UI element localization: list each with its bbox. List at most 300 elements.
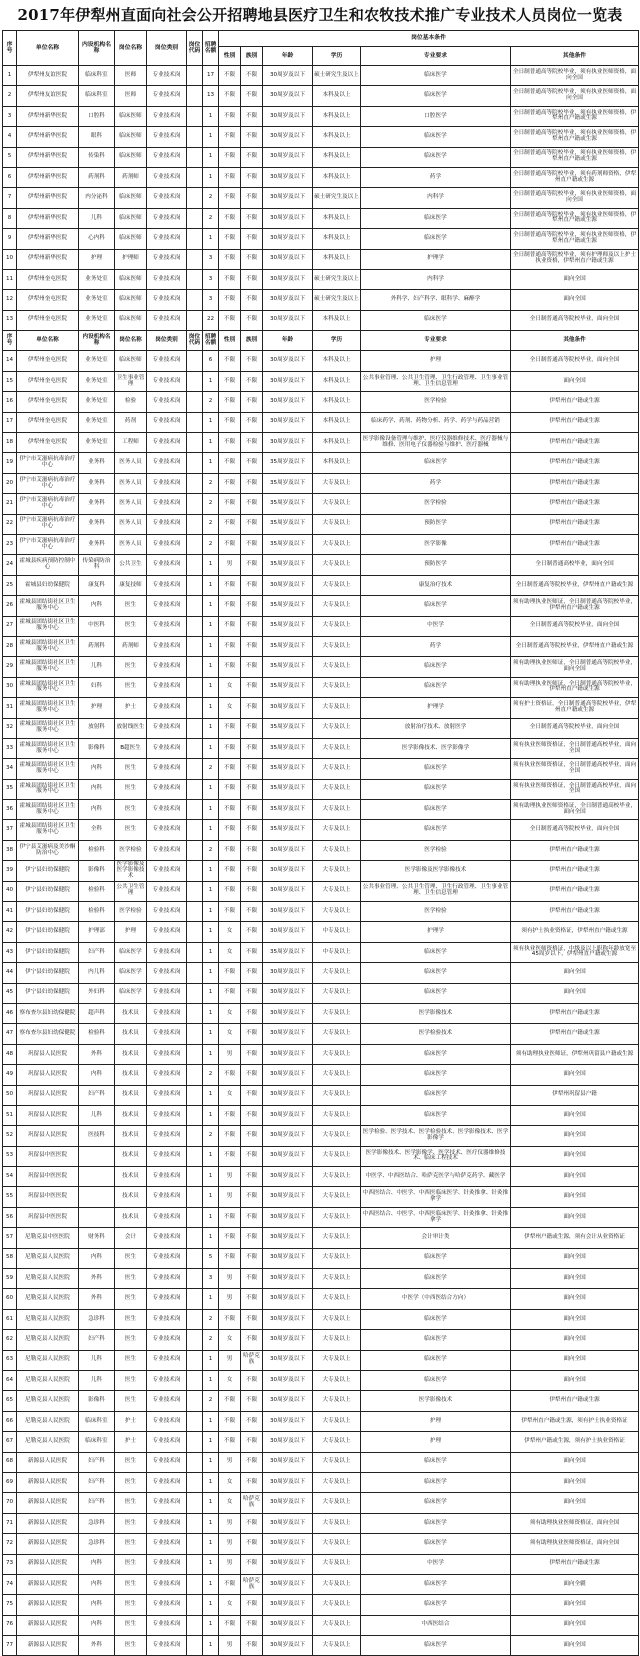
cell-dept: 业务处室 (79, 310, 115, 330)
cell-gender: 男 (219, 1289, 241, 1309)
cell-other: 须有助理执业医师资格证，全日制普通高校毕业，面向全国 (511, 800, 639, 820)
cell-code (187, 208, 203, 228)
cell-seq: 64 (3, 1371, 17, 1391)
cell-unit: 伊犁州奎屯医院 (17, 269, 79, 289)
table-row (3, 412, 639, 432)
cell-type: 专业技术岗 (147, 1126, 187, 1146)
cell-dept: 临床科室 (79, 86, 115, 106)
cell-age: 30周岁及以下 (263, 1309, 313, 1329)
table-row (3, 820, 639, 840)
cell-post: 技术员 (115, 1044, 147, 1064)
table-row (3, 1493, 639, 1513)
cell-unit: 尼勒克县人民医院 (17, 1269, 79, 1289)
cell-code (187, 494, 203, 514)
cell-code (187, 371, 203, 391)
cell-ethnic: 不限 (241, 1452, 263, 1472)
table-row (3, 167, 639, 187)
cell-type: 专业技术岗 (147, 1248, 187, 1268)
cell-major: 临床医学 (361, 453, 511, 473)
cell-type: 专业技术岗 (147, 738, 187, 758)
cell-major: 中医学 (361, 1554, 511, 1574)
cell-dept: 内科 (79, 1065, 115, 1085)
cell-code (187, 1146, 203, 1166)
cell-unit: 伊宁市艾滋病抗毒治疗中心 (17, 494, 79, 514)
cell-type: 专业技术岗 (147, 473, 187, 493)
cell-ethnic: 不限 (241, 1003, 263, 1023)
cell-gender: 女 (219, 1493, 241, 1513)
cell-num: 1 (203, 1513, 219, 1533)
cell-age: 30周岁及以下 (263, 881, 313, 901)
cell-num: 1 (203, 1452, 219, 1472)
cell-num: 1 (203, 1044, 219, 1064)
cell-edu: 中专及以上 (313, 922, 361, 942)
cell-code (187, 1554, 203, 1574)
cell-dept: 业务处室 (79, 290, 115, 310)
cell-post: 药剂 (115, 412, 147, 432)
table-row (3, 1065, 639, 1085)
cell-edu: 本科及以上 (313, 412, 361, 432)
cell-edu: 本科及以上 (313, 86, 361, 106)
cell-major: 临床医学 (361, 1574, 511, 1594)
cell-post: 医生 (115, 759, 147, 779)
cell-major: 放射治疗技术、放射医学 (361, 718, 511, 738)
table-row (3, 902, 639, 922)
cell-seq: 46 (3, 1003, 17, 1023)
cell-gender: 女 (219, 1085, 241, 1105)
cell-ethnic: 不限 (241, 310, 263, 330)
cell-major: 临床医学 (361, 963, 511, 983)
cell-age: 30周岁及以下 (263, 1493, 313, 1513)
cell-edu: 大专及以上 (313, 494, 361, 514)
cell-post: 医生 (115, 1513, 147, 1533)
cell-other: 面向全国 (511, 371, 639, 391)
cell-dept: 药剂科 (79, 167, 115, 187)
cell-major: 护理 (361, 351, 511, 371)
cell-seq: 32 (3, 718, 17, 738)
cell-num: 3 (203, 249, 219, 269)
cell-type: 专业技术岗 (147, 902, 187, 922)
cell-age: 30周岁及以下 (263, 351, 313, 371)
cell-other: 面向全国 (511, 1595, 639, 1615)
cell-major: 护理学 (361, 922, 511, 942)
cell-edu: 大专及以上 (313, 738, 361, 758)
cell-dept: 妇产科 (79, 1085, 115, 1105)
cell-other: 全日制普通高等院校毕业，须有执业医师资格，面向全国 (511, 188, 639, 208)
cell-age: 30周岁及以下 (263, 1003, 313, 1023)
cell-num: 1 (203, 1207, 219, 1227)
cell-major: 临床医学 (361, 229, 511, 249)
cell-seq: 63 (3, 1350, 17, 1370)
cell-seq: 37 (3, 820, 17, 840)
cell-gender: 男 (219, 555, 241, 575)
cell-other: 伊犁州直户籍或生源 (511, 881, 639, 901)
cell-unit: 霍城县团结街社区卫生服务中心 (17, 738, 79, 758)
cell-post: 放射线医生 (115, 718, 147, 738)
cell-post: 医生 (115, 1452, 147, 1472)
cell-ethnic: 不限 (241, 1595, 263, 1615)
cell-code (187, 290, 203, 310)
cell-ethnic: 不限 (241, 942, 263, 962)
cell-post: 医生 (115, 1289, 147, 1309)
cell-gender: 女 (219, 1371, 241, 1391)
cell-post: 医生 (115, 1371, 147, 1391)
cell-edu: 大专及以上 (313, 596, 361, 616)
cell-seq: 20 (3, 473, 17, 493)
cell-seq: 75 (3, 1595, 17, 1615)
cell-num: 1 (203, 738, 219, 758)
cell-age: 30周岁及以下 (263, 433, 313, 453)
cell-age: 30周岁及以下 (263, 371, 313, 391)
cell-dept: 内科 (79, 1595, 115, 1615)
cell-gender: 不限 (219, 636, 241, 656)
cell-edu: 大专及以上 (313, 1330, 361, 1350)
table-row (3, 147, 639, 167)
cell-code (187, 249, 203, 269)
cell-major: 临床医学 (361, 759, 511, 779)
cell-age: 30周岁及以下 (263, 1228, 313, 1248)
cell-age: 30周岁及以下 (263, 840, 313, 860)
cell-code (187, 269, 203, 289)
cell-major: 临床医学 (361, 1105, 511, 1125)
cell-dept: 内科 (79, 1248, 115, 1268)
cell-dept: 妇产科 (79, 942, 115, 962)
cell-dept: 内科 (79, 596, 115, 616)
cell-age: 30周岁及以下 (263, 412, 313, 432)
cell-ethnic: 不限 (241, 759, 263, 779)
cell-type: 专业技术岗 (147, 351, 187, 371)
cell-post: 护士 (115, 1432, 147, 1452)
cell-age: 30周岁及以下 (263, 269, 313, 289)
cell-num: 1 (203, 229, 219, 249)
cell-major: 康复治疗技术 (361, 575, 511, 595)
cell-post: 医生 (115, 820, 147, 840)
cell-seq: 17 (3, 412, 17, 432)
cell-ethnic: 不限 (241, 1534, 263, 1554)
cell-other: 面向全国 (511, 963, 639, 983)
table-row (3, 1350, 639, 1370)
cell-code (187, 800, 203, 820)
cell-major: 临床医学 (361, 1513, 511, 1533)
cell-major: 临床医学 (361, 1065, 511, 1085)
cell-other: 面向全国 (511, 1289, 639, 1309)
table-row (3, 779, 639, 799)
header-age: 年龄 (263, 47, 313, 66)
cell-gender: 男 (219, 1167, 241, 1187)
cell-edu: 中专及以上 (313, 942, 361, 962)
cell-type: 专业技术岗 (147, 677, 187, 697)
cell-ethnic: 不限 (241, 1371, 263, 1391)
cell-major: 中西医结合 (361, 1615, 511, 1635)
cell-num: 1 (203, 555, 219, 575)
cell-ethnic: 不限 (241, 167, 263, 187)
cell-dept: 内设机构名称 (79, 331, 115, 351)
cell-post: 临床医师 (115, 208, 147, 228)
cell-unit: 伊宁县妇幼保健院 (17, 922, 79, 942)
cell-edu: 大专及以上 (313, 1411, 361, 1431)
cell-ethnic: 不限 (241, 269, 263, 289)
cell-unit: 新源县人民医院 (17, 1615, 79, 1635)
cell-post: 医生 (115, 1391, 147, 1411)
cell-other: 须有护士执业资格证，伊犁州直户籍或生源 (511, 922, 639, 942)
cell-num: 1 (203, 861, 219, 881)
cell-dept: 内分泌科 (79, 188, 115, 208)
cell-age: 30周岁及以下 (263, 1248, 313, 1268)
cell-major: 内科学 (361, 269, 511, 289)
cell-ethnic: 不限 (241, 1636, 263, 1656)
cell-unit: 巩留县中医医院 (17, 1187, 79, 1207)
table-row (3, 800, 639, 820)
cell-type: 专业技术岗 (147, 759, 187, 779)
cell-code (187, 922, 203, 942)
cell-dept: 内科 (79, 1574, 115, 1594)
cell-ethnic: 不限 (241, 412, 263, 432)
cell-dept: 内科 (79, 779, 115, 799)
cell-other: 面向全疆 (511, 1574, 639, 1594)
header-major: 专业要求 (361, 47, 511, 66)
cell-edu: 大专及以上 (313, 698, 361, 718)
table-body (3, 66, 639, 1656)
cell-unit: 新源县人民医院 (17, 1574, 79, 1594)
cell-post: 护理师 (115, 249, 147, 269)
cell-edu: 本科及以上 (313, 127, 361, 147)
document-title: 2017年伊犁州直面向社会公开招聘地县医疗卫生和农牧技术推广专业技术人员岗位一览表 (17, 6, 623, 24)
cell-other: 面向全国 (511, 1187, 639, 1207)
cell-unit: 巩留县中医医院 (17, 1207, 79, 1227)
cell-other: 全日制普通高等院校毕业，伊犁州直户籍或生源 (511, 636, 639, 656)
cell-post: 医生 (115, 596, 147, 616)
cell-num: 6 (203, 351, 219, 371)
cell-code (187, 127, 203, 147)
cell-major: 医学影像 (361, 534, 511, 554)
cell-major: 护理 (361, 1432, 511, 1452)
cell-unit: 巩留县人民医院 (17, 1126, 79, 1146)
cell-seq: 28 (3, 636, 17, 656)
cell-seq: 序号 (3, 331, 17, 351)
cell-major: 临床医学 (361, 800, 511, 820)
cell-post: 临床医师 (115, 229, 147, 249)
cell-age: 30周岁及以下 (263, 983, 313, 1003)
cell-other: 伊犁州直户籍或生源 (511, 534, 639, 554)
table-row (3, 596, 639, 616)
cell-gender: 女 (219, 1330, 241, 1350)
cell-dept: 影像科 (79, 861, 115, 881)
cell-other: 伊犁州直户籍或生源 (511, 1391, 639, 1411)
cell-code (187, 1065, 203, 1085)
cell-code (187, 1391, 203, 1411)
cell-seq: 10 (3, 249, 17, 269)
cell-edu: 大专及以上 (313, 1126, 361, 1146)
cell-age: 30周岁及以下 (263, 208, 313, 228)
table-row (3, 759, 639, 779)
cell-major: 医学检验 (361, 902, 511, 922)
cell-num: 1 (203, 636, 219, 656)
cell-edu: 大专及以上 (313, 1146, 361, 1166)
cell-other: 伊犁州户籍或生源，须有会计从业资格证 (511, 1228, 639, 1248)
cell-num: 1 (203, 963, 219, 983)
cell-gender: 不限 (219, 1146, 241, 1166)
cell-post: 医生 (115, 1595, 147, 1615)
cell-unit: 伊宁市艾滋病抗毒治疗中心 (17, 534, 79, 554)
table-row (3, 1269, 639, 1289)
cell-type: 专业技术岗 (147, 167, 187, 187)
cell-other: 伊犁州直户籍或生源 (511, 1024, 639, 1044)
cell-type: 专业技术岗 (147, 840, 187, 860)
table-row (3, 840, 639, 860)
cell-edu: 大专及以上 (313, 1636, 361, 1656)
cell-num: 1 (203, 779, 219, 799)
cell-num: 2 (203, 840, 219, 860)
table-row (3, 575, 639, 595)
cell-post: 临床医师 (115, 290, 147, 310)
cell-seq: 47 (3, 1024, 17, 1044)
cell-post: 医生 (115, 1269, 147, 1289)
cell-seq: 49 (3, 1065, 17, 1085)
cell-other: 面向全国 (511, 1472, 639, 1492)
cell-code (187, 1493, 203, 1513)
cell-major: 中西医结合、中医学、中西医临床医学、针灸推拿、针灸推拿学 (361, 1207, 511, 1227)
cell-unit: 尼勒克县人民医院 (17, 1371, 79, 1391)
cell-gender: 不限 (219, 983, 241, 1003)
cell-dept: 妇科 (79, 677, 115, 697)
cell-age: 30周岁及以下 (263, 310, 313, 330)
cell-seq: 77 (3, 1636, 17, 1656)
cell-dept: 临床科室 (79, 66, 115, 86)
cell-num: 3 (203, 269, 219, 289)
cell-edu: 大专及以上 (313, 473, 361, 493)
cell-gender: 不限 (219, 1207, 241, 1227)
cell-dept: 医技科 (79, 1126, 115, 1146)
cell-post: 医生 (115, 1574, 147, 1594)
cell-num: 1 (203, 1554, 219, 1574)
cell-major: 临床医学 (361, 1044, 511, 1064)
cell-ethnic: 不限 (241, 86, 263, 106)
cell-age: 30周岁及以下 (263, 1269, 313, 1289)
cell-seq: 58 (3, 1248, 17, 1268)
cell-major: 专业要求 (361, 331, 511, 351)
cell-edu: 大专及以上 (313, 657, 361, 677)
cell-edu: 本科及以上 (313, 453, 361, 473)
cell-unit: 新源县人民医院 (17, 1534, 79, 1554)
cell-code (187, 1003, 203, 1023)
cell-ethnic: 不限 (241, 351, 263, 371)
cell-num: 1 (203, 1187, 219, 1207)
cell-unit: 伊犁州友谊医院 (17, 86, 79, 106)
cell-seq: 67 (3, 1432, 17, 1452)
cell-unit: 新源县人民医院 (17, 1595, 79, 1615)
cell-age: 35周岁及以下 (263, 616, 313, 636)
cell-edu: 大专及以上 (313, 1513, 361, 1533)
cell-code (187, 1411, 203, 1431)
cell-code (187, 1574, 203, 1594)
cell-unit: 伊犁州新华医院 (17, 147, 79, 167)
cell-num: 1 (203, 433, 219, 453)
cell-num: 2 (203, 188, 219, 208)
cell-age: 30周岁及以下 (263, 1574, 313, 1594)
cell-post: 技术员 (115, 1105, 147, 1125)
cell-other: 伊犁州直户籍或生源 (511, 840, 639, 860)
cell-dept: 业务处室 (79, 371, 115, 391)
cell-dept: 检验科 (79, 902, 115, 922)
cell-seq: 70 (3, 1493, 17, 1513)
cell-ethnic: 不限 (241, 779, 263, 799)
cell-major: 医学检验 (361, 392, 511, 412)
cell-dept: 超声科 (79, 1003, 115, 1023)
cell-other: 须有护士资格证，全日制普通高等院校毕业，伊犁州直户籍或生源 (511, 698, 639, 718)
cell-major: 临床医学 (361, 983, 511, 1003)
cell-dept: 业务处室 (79, 392, 115, 412)
cell-other: 伊犁州直户籍或生源 (511, 514, 639, 534)
cell-type: 专业技术岗 (147, 412, 187, 432)
cell-major: 临床医学 (361, 596, 511, 616)
cell-type: 专业技术岗 (147, 1534, 187, 1554)
cell-ethnic: 不限 (241, 473, 263, 493)
cell-post: 医学检验 (115, 840, 147, 860)
table-row (3, 616, 639, 636)
table-row (3, 1615, 639, 1635)
cell-gender: 不限 (219, 188, 241, 208)
cell-other: 面向全国 (511, 1146, 639, 1166)
cell-edu: 大专及以上 (313, 1167, 361, 1187)
cell-num: 招聘名额 (203, 331, 219, 351)
cell-age: 30周岁及以下 (263, 127, 313, 147)
cell-gender: 不限 (219, 1391, 241, 1411)
cell-code (187, 942, 203, 962)
cell-type: 专业技术岗 (147, 1065, 187, 1085)
cell-seq: 2 (3, 86, 17, 106)
cell-age: 30周岁及以下 (263, 1167, 313, 1187)
cell-type: 专业技术岗 (147, 269, 187, 289)
cell-num: 2 (203, 1391, 219, 1411)
cell-seq: 50 (3, 1085, 17, 1105)
table-row (3, 1044, 639, 1064)
cell-seq: 3 (3, 106, 17, 126)
cell-num: 1 (203, 371, 219, 391)
cell-num: 1 (203, 1003, 219, 1023)
cell-post: 技术员 (115, 1126, 147, 1146)
cell-age: 30周岁及以下 (263, 1187, 313, 1207)
table-row (3, 188, 639, 208)
cell-ethnic: 不限 (241, 494, 263, 514)
cell-seq: 18 (3, 433, 17, 453)
cell-age: 30周岁及以下 (263, 86, 313, 106)
cell-other: 面向全国 (511, 1309, 639, 1329)
cell-major: 临床医学 (361, 820, 511, 840)
cell-edu: 大专及以上 (313, 718, 361, 738)
cell-gender: 不限 (219, 86, 241, 106)
cell-edu: 大专及以上 (313, 759, 361, 779)
cell-num: 1 (203, 1167, 219, 1187)
cell-type: 专业技术岗 (147, 66, 187, 86)
cell-type: 专业技术岗 (147, 494, 187, 514)
cell-dept: 中医科 (79, 616, 115, 636)
cell-major: 医学影像设备管理与维护、医疗仪器维修技术、医疗器械与维修、医用电子仪器检验与维护、医疗器械 (361, 433, 511, 453)
cell-other: 伊犁州直户籍或生源 (511, 392, 639, 412)
cell-age: 30周岁及以下 (263, 66, 313, 86)
cell-ethnic: 不限 (241, 290, 263, 310)
cell-ethnic: 不限 (241, 106, 263, 126)
cell-post: 医学影像及医学影像技术 (115, 861, 147, 881)
cell-type: 专业技术岗 (147, 453, 187, 473)
cell-post: 护士 (115, 1411, 147, 1431)
table-row (3, 1126, 639, 1146)
cell-major: 医学影像技术 (361, 1003, 511, 1023)
cell-other: 全日制普通高等院校毕业，须有执业医师资格，伊犁州直户籍或生源 (511, 127, 639, 147)
cell-dept: 护理部 (79, 922, 115, 942)
cell-seq: 55 (3, 1187, 17, 1207)
cell-gender: 不限 (219, 902, 241, 922)
cell-post: 医生 (115, 1309, 147, 1329)
cell-edu: 大专及以上 (313, 1003, 361, 1023)
